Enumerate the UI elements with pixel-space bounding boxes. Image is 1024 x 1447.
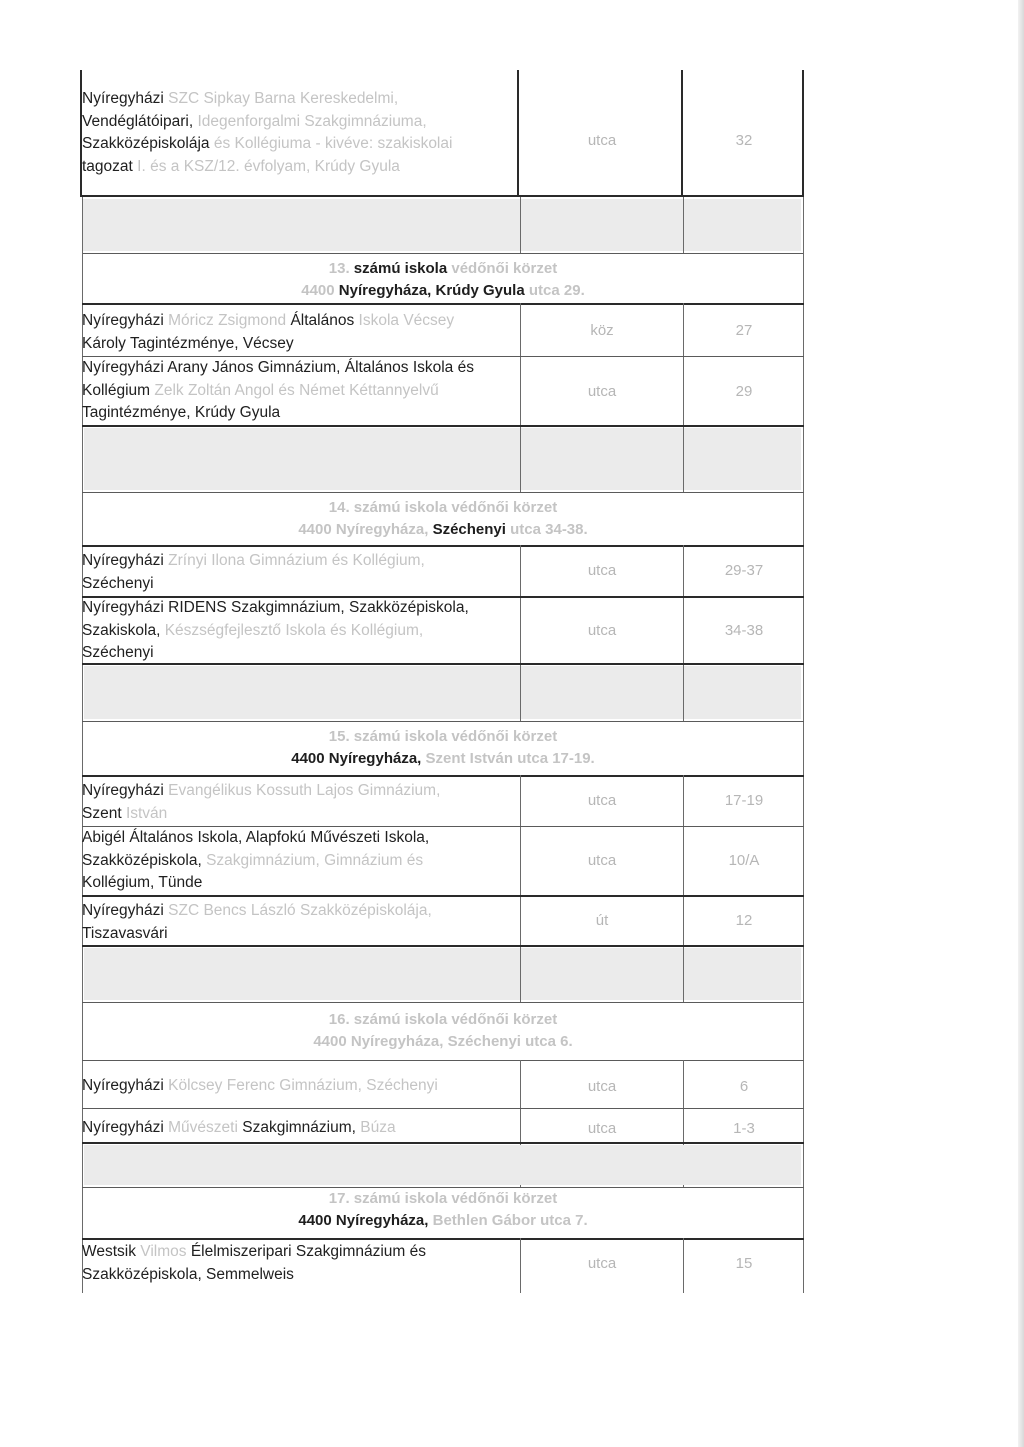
row-divider	[82, 1002, 804, 1003]
house-number: 12	[735, 912, 753, 929]
table-row	[82, 310, 520, 355]
spacer-row	[83, 199, 801, 251]
row-divider	[82, 663, 804, 665]
cell-text: Nyíregyházi	[82, 90, 164, 107]
street-type: utca	[587, 1078, 617, 1095]
row-divider	[82, 492, 804, 493]
table-border	[520, 303, 521, 425]
cell-text: István	[121, 804, 168, 822]
street-type: utca	[587, 562, 617, 579]
street-type: utca	[587, 1120, 617, 1137]
street-type: utca	[587, 1255, 617, 1272]
cell-text: Westsik	[82, 1243, 136, 1260]
street-type: köz	[590, 322, 614, 339]
cell-text: Széchenyi	[82, 574, 154, 592]
heading-text: 4400	[301, 282, 335, 299]
street-type: utca	[587, 622, 617, 639]
district-heading	[84, 497, 802, 541]
cell-text: Nyíregyházi Arany János Gimnázium, Általános Iskola és	[82, 359, 474, 376]
house-number: 15	[735, 1255, 753, 1272]
cell-text: Tagintézménye, Krúdy Gyula	[82, 404, 281, 421]
cell-text: Kollégium	[82, 381, 151, 399]
heading-text: utca 29.	[524, 282, 585, 299]
cell-text: Móricz Zsigmond	[163, 312, 287, 329]
cell-text: Nyíregyházi	[82, 782, 164, 799]
house-number: 10/A	[728, 852, 760, 869]
table-border	[683, 427, 684, 492]
cell-text: Szakközépiskola, Semmelweis	[82, 1265, 294, 1283]
cell-text: Nyíregyházi RIDENS Szakgimnázium, Szakközépiskola,	[82, 599, 469, 616]
table-row	[82, 900, 520, 945]
cell-text: Nyíregyházi	[82, 902, 164, 919]
cell-text: Tiszavasvári	[82, 924, 168, 942]
heading-text: Szent István utca 17-19.	[421, 750, 595, 767]
cell-text: I. és a KSZ/12. évfolyam, Krúdy Gyula	[132, 157, 400, 175]
cell-text: Zelk Zoltán Angol és Német Kéttannyelvű	[150, 381, 439, 399]
spacer-row	[84, 948, 801, 1000]
cell-text: Készségfejlesztő Iskola és Kollégium,	[160, 621, 424, 639]
row-divider	[82, 775, 804, 777]
cell-text: Kollégium, Tünde	[82, 874, 203, 891]
cell-text: SZC Bencs László Szakközépiskolája,	[163, 902, 432, 919]
row-divider	[82, 303, 804, 305]
spacer-row	[84, 666, 801, 719]
table-row	[82, 597, 520, 665]
heading-text: Bethlen Gábor utca 7.	[428, 1212, 588, 1229]
table-row	[82, 550, 520, 595]
table-border	[520, 1238, 521, 1293]
table-row	[82, 88, 520, 178]
row-divider	[80, 195, 804, 197]
cell-text: Nyíregyházi	[82, 312, 164, 329]
heading-text: 4400 Nyíregyháza,	[298, 521, 429, 538]
row-divider	[82, 545, 804, 547]
heading-text: utca 34-38.	[505, 521, 588, 538]
table-row	[82, 780, 520, 825]
house-number: 29-37	[724, 562, 764, 579]
cell-text: Kölcsey Ferenc Gimnázium, Széchenyi	[163, 1077, 438, 1094]
spacer-row	[84, 428, 801, 490]
table-border	[683, 197, 684, 253]
house-number: 34-38	[724, 622, 764, 639]
table-border	[520, 665, 521, 721]
cell-text: Nyíregyházi	[82, 1077, 164, 1094]
cell-text: Nyíregyházi	[82, 552, 164, 569]
table-border-right	[803, 253, 804, 1293]
spacer-row	[84, 1145, 801, 1185]
house-number: 17-19	[724, 792, 764, 809]
cell-text: Szent	[82, 804, 122, 822]
street-type: út	[595, 912, 609, 929]
cell-text: Szakiskola,	[82, 621, 161, 639]
house-number: 6	[739, 1078, 749, 1095]
cell-text: Élelmiszeripari Szakgimnázium és	[186, 1243, 426, 1260]
street-type: utca	[587, 792, 617, 809]
row-divider	[82, 945, 804, 947]
heading-text: Nyíregyháza, Krúdy Gyula	[334, 282, 525, 299]
cell-text: Szakgimnázium,	[237, 1119, 356, 1136]
row-divider	[82, 721, 804, 722]
heading-text: Széchenyi	[428, 521, 506, 538]
cell-text: Zrínyi Ilona Gimnázium és Kollégium,	[163, 552, 425, 569]
cell-text: és Kollégiuma - kivéve: szakiskolai	[209, 135, 453, 152]
cell-text: Búza	[355, 1119, 396, 1136]
street-type: utca	[587, 852, 617, 869]
cell-text: Iskola Vécsey	[354, 312, 455, 329]
table-border	[520, 197, 521, 253]
heading-text: 4400 Nyíregyháza, Széchenyi utca 6.	[313, 1033, 573, 1050]
heading-text: 14. számú iskola védőnői körzet	[328, 499, 558, 516]
table-row	[82, 1075, 520, 1098]
heading-text: 16. számú iskola védőnői körzet	[328, 1011, 558, 1028]
heading-text: 13.	[328, 260, 350, 277]
district-heading	[84, 1009, 802, 1053]
cell-text: Általános	[286, 312, 355, 329]
table-border	[520, 775, 521, 945]
cell-text: Művészeti	[163, 1119, 238, 1136]
cell-text: Szakközépiskola,	[82, 851, 202, 869]
row-divider	[82, 253, 804, 254]
district-heading	[84, 726, 802, 770]
street-type: utca	[587, 383, 617, 400]
district-heading	[84, 258, 802, 302]
row-divider	[82, 425, 804, 427]
cell-text: Szakgimnázium, Gimnázium és	[201, 851, 424, 869]
row-divider	[82, 895, 804, 897]
heading-text: 17. számú iskola védőnői körzet	[328, 1190, 558, 1207]
cell-text: SZC Sipkay Barna Kereskedelmi,	[163, 90, 399, 107]
house-number: 32	[735, 132, 753, 149]
table-row	[82, 1117, 520, 1140]
table-border	[520, 947, 521, 1002]
heading-text: 15. számú iskola védőnői körzet	[328, 728, 558, 745]
cell-text: Abigél Általános Iskola, Alapfokú Művészeti Iskola,	[82, 829, 430, 846]
heading-text: 4400 Nyíregyháza,	[298, 1212, 429, 1229]
heading-text: 4400 Nyíregyháza,	[291, 750, 422, 767]
row-divider	[82, 1108, 804, 1109]
cell-text: Nyíregyházi	[82, 1119, 164, 1136]
heading-text: számú iskola	[349, 260, 448, 277]
row-divider	[82, 1238, 804, 1240]
table-border	[82, 197, 83, 253]
cell-text: Széchenyi	[82, 644, 154, 661]
table-row	[82, 827, 520, 895]
table-row	[82, 1241, 520, 1286]
district-heading	[84, 1188, 802, 1232]
heading-text: védőnői körzet	[447, 260, 558, 277]
cell-text: Idegenforgalmi Szakgimnáziuma,	[193, 112, 427, 130]
table-border	[520, 427, 521, 492]
table-row	[82, 357, 520, 425]
row-divider	[82, 1060, 804, 1061]
row-divider	[82, 1142, 804, 1144]
cell-text: Vilmos	[135, 1243, 187, 1260]
scan-edge	[1018, 0, 1024, 1447]
cell-text: Károly Tagintézménye, Vécsey	[82, 334, 294, 352]
street-type: utca	[587, 132, 617, 149]
cell-text: Evangélikus Kossuth Lajos Gimnázium,	[163, 782, 441, 799]
cell-text: Szakközépiskolája	[82, 135, 210, 152]
table-border	[683, 947, 684, 1002]
cell-text: tagozat	[82, 157, 133, 175]
house-number: 1-3	[733, 1120, 755, 1137]
table-border	[803, 197, 804, 253]
house-number: 29	[735, 383, 753, 400]
table-border	[683, 665, 684, 721]
house-number: 27	[735, 322, 753, 339]
table-border	[520, 545, 521, 663]
cell-text: Vendéglátóipari,	[82, 112, 194, 130]
